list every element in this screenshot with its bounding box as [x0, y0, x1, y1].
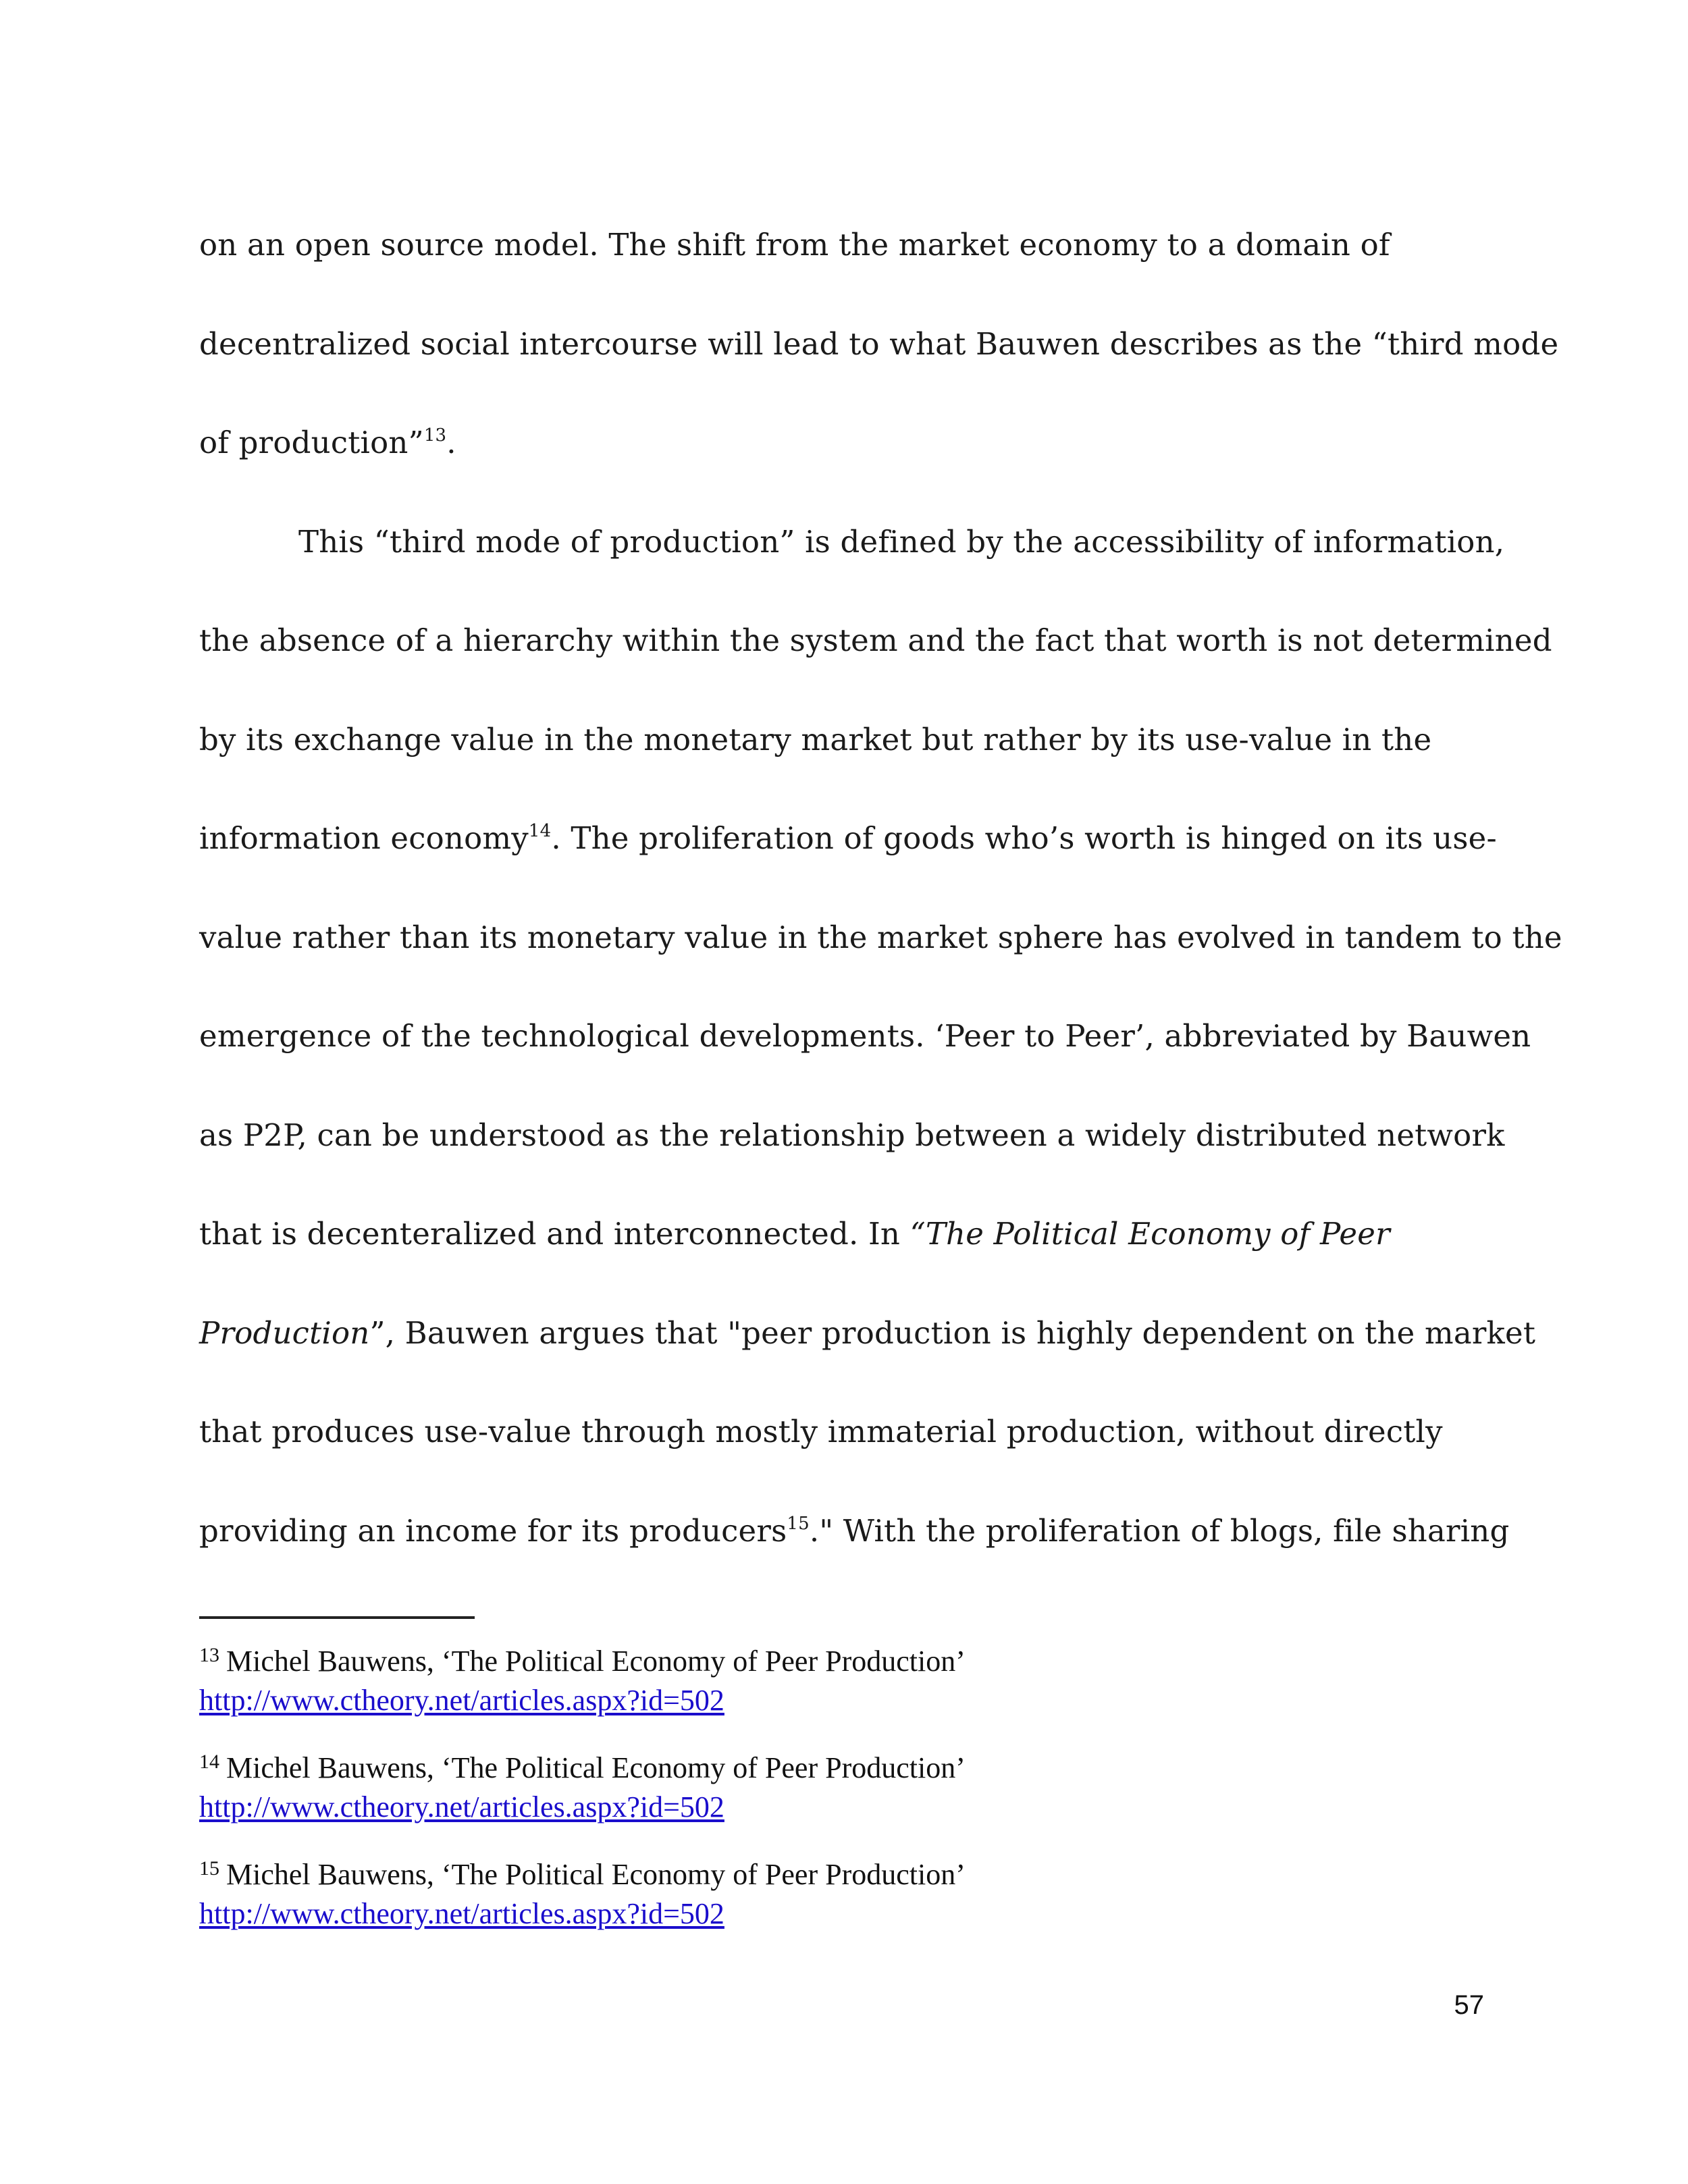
text-line — [199, 493, 1506, 592]
text-line — [199, 789, 1506, 888]
text-span: of production” — [199, 425, 424, 460]
footnote-15 — [199, 1855, 1482, 1934]
text-line — [199, 295, 1559, 394]
footnote-citation — [199, 1749, 1482, 1788]
text-line — [199, 1086, 1506, 1186]
text-span: by its exchange value in the monetary market but rather by its use-value in the — [199, 721, 1432, 757]
footnote-link[interactable]: http://www.ctheory.net/articles.aspx?id=502 — [199, 1897, 724, 1930]
footnote-ref-13[interactable]: 13 — [423, 425, 447, 446]
text-line — [199, 394, 1506, 493]
italic-title: Production — [199, 1314, 370, 1351]
footnote-ref-15[interactable]: 15 — [787, 1513, 810, 1534]
text-span: ." With the proliferation of blogs, file sharing — [809, 1512, 1510, 1549]
footnotes — [199, 1642, 1482, 1962]
footnote-link[interactable]: http://www.ctheory.net/articles.aspx?id=502 — [199, 1790, 724, 1823]
text-span: ”, Bauwen argues that "peer production is highly dependent on the market — [369, 1314, 1536, 1351]
footnote-number: 15 — [199, 1857, 219, 1880]
footnote-number: 14 — [199, 1751, 219, 1773]
footnote-ref-14[interactable]: 14 — [528, 821, 552, 841]
text-line — [199, 1482, 1510, 1581]
text-span: This “third mode of production” is defined by the accessibility of information, — [298, 523, 1505, 560]
text-span: value rather than its monetary value in the market sphere has evolved in tandem to the — [199, 919, 1562, 955]
text-line — [199, 1383, 1506, 1482]
text-line — [199, 691, 1506, 790]
text-span: that is decenteralized and interconnected. In — [199, 1216, 910, 1252]
text-span: the absence of a hierarchy within the system and the fact that worth is not determined — [199, 622, 1552, 658]
text-span: . The proliferation of goods who’s worth is hinged on its use- — [551, 820, 1497, 856]
text-span: information economy — [199, 820, 529, 856]
text-span: emergence of the technological developments. ‘Peer to Peer’, abbreviated by Bauwen — [199, 1018, 1531, 1054]
text-line — [199, 987, 1531, 1086]
italic-title: “The Political Economy of Peer — [909, 1216, 1390, 1252]
text-span: decentralized social intercourse will lead to what Bauwen describes as the “third mode — [199, 325, 1559, 362]
text-line — [199, 888, 1562, 988]
body-text — [199, 196, 1562, 1580]
text-line — [199, 1185, 1506, 1284]
footnote-text: Michel Bauwens, ‘The Political Economy of Peer Production’ — [226, 1645, 966, 1678]
text-line — [199, 196, 1506, 295]
footnote-divider — [199, 1616, 475, 1619]
page-number: 57 — [1454, 1990, 1484, 2020]
footnote-text: Michel Bauwens, ‘The Political Economy of Peer Production’ — [226, 1858, 966, 1891]
footnote-14 — [199, 1749, 1482, 1827]
footnote-13 — [199, 1642, 1482, 1720]
text-span: as P2P, can be understood as the relationship between a widely distributed network — [199, 1117, 1505, 1153]
text-span: . — [446, 425, 456, 460]
text-line — [199, 591, 1552, 691]
text-span: that produces use-value through mostly immaterial production, without directly — [199, 1414, 1443, 1449]
footnote-citation — [199, 1855, 1482, 1894]
footnote-citation — [199, 1642, 1482, 1681]
footnote-number: 13 — [199, 1644, 219, 1666]
text-line — [199, 1284, 1536, 1383]
text-span: on an open source model. The shift from the market economy to a domain of — [199, 227, 1390, 263]
footnote-text: Michel Bauwens, ‘The Political Economy of Peer Production’ — [226, 1751, 966, 1784]
footnote-link[interactable]: http://www.ctheory.net/articles.aspx?id=502 — [199, 1684, 724, 1717]
text-span: providing an income for its producers — [199, 1512, 787, 1549]
